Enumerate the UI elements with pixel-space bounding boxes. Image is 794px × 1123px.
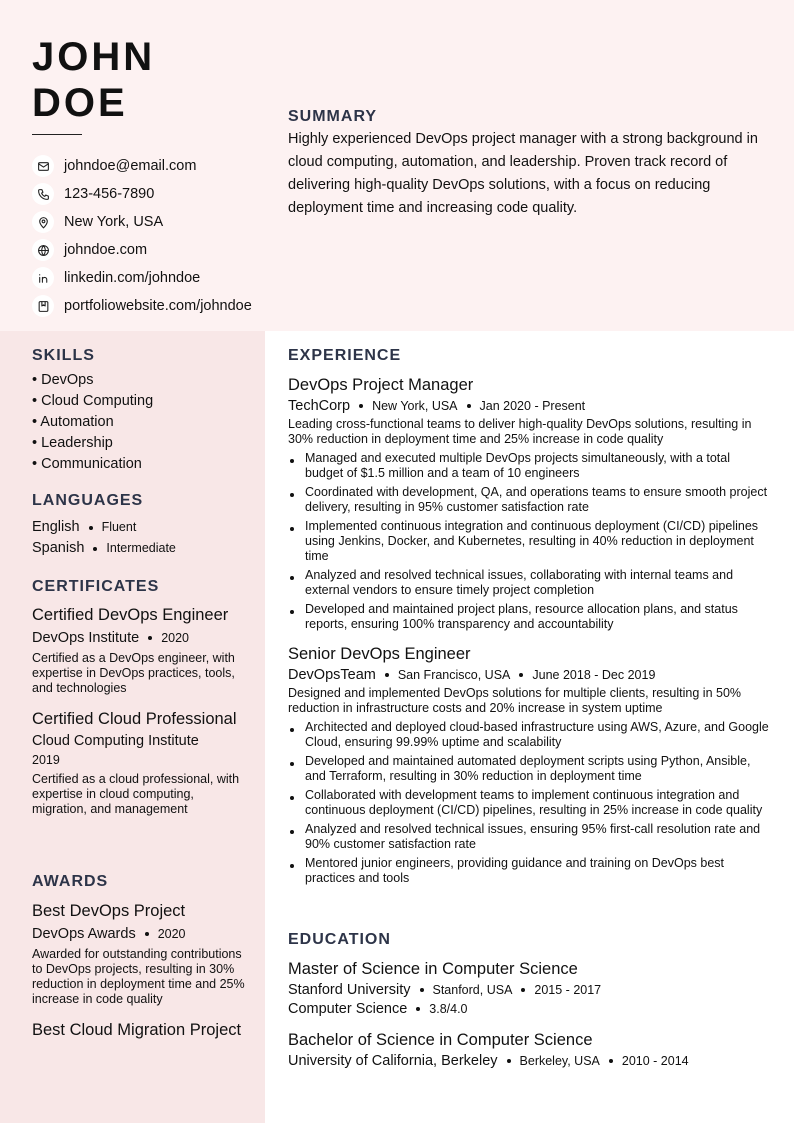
award-meta [32, 924, 247, 944]
separator-dot [148, 636, 152, 640]
degree-entry [288, 1030, 770, 1069]
degree-entry [288, 959, 770, 1017]
job-company: DevOpsTeam [288, 667, 376, 683]
separator-dot [609, 1059, 613, 1063]
degree-location: Stanford, USA [432, 983, 513, 997]
skill-item: • Automation [32, 414, 114, 430]
summary-section [288, 108, 770, 220]
experience-section [288, 347, 770, 890]
award-issuer: DevOps Awards [32, 926, 136, 942]
contact-list [32, 152, 252, 320]
contact-email-text[interactable]: johndoe@email.com [64, 158, 197, 174]
contact-phone[interactable] [32, 180, 252, 208]
separator-dot [145, 932, 149, 936]
language-item [32, 538, 247, 559]
award-year: 2020 [157, 927, 186, 941]
certificate-issuer [32, 731, 247, 751]
degree-dates: 2015 - 2017 [534, 983, 602, 997]
language-level: Fluent [101, 520, 137, 534]
degree-school: University of California, Berkeley [288, 1053, 498, 1069]
language-item [32, 517, 247, 538]
awards-heading: AWARDS [32, 873, 109, 890]
skills-section [32, 347, 247, 475]
separator-dot [89, 526, 93, 530]
summary-heading: SUMMARY [288, 108, 378, 125]
job-bullet: Managed and executed multiple DevOps projects simultaneously, with a total budget of $1.5 million and a team of 10 engineers [288, 451, 770, 481]
award-title: Best DevOps Project [32, 902, 186, 920]
education-heading: EDUCATION [288, 931, 391, 948]
language-level: Intermediate [106, 541, 176, 555]
skill-item: • DevOps [32, 372, 94, 388]
job-bullet: Analyzed and resolved technical issues, ensuring 95% first-call resolution rate and 90% customer satisfaction rate [288, 822, 770, 852]
degree-title: Bachelor of Science in Computer Science [288, 1031, 593, 1049]
degree-field-meta [288, 1001, 770, 1017]
separator-dot [385, 673, 389, 677]
degree-location: Berkeley, USA [519, 1054, 600, 1068]
degree-gpa: 3.8/4.0 [429, 1002, 468, 1016]
language-name: Spanish [32, 540, 85, 556]
degree-meta [288, 982, 770, 998]
certificate-title: Certified DevOps Engineer [32, 606, 229, 624]
job-bullet: Analyzed and resolved technical issues, collaborating with internal teams and external vendors to ensure timely project completion [288, 568, 770, 598]
contact-linkedin-text[interactable]: linkedin.com/johndoe [64, 270, 201, 286]
language-name: English [32, 519, 80, 535]
degree-school: Stanford University [288, 982, 411, 998]
job-location: New York, USA [372, 399, 458, 413]
certificates-heading: CERTIFICATES [32, 578, 160, 595]
linkedin-icon [32, 267, 54, 289]
contact-website-text[interactable]: johndoe.com [64, 242, 148, 258]
contact-portfolio[interactable] [32, 292, 252, 320]
phone-icon [32, 183, 54, 205]
job-company: TechCorp [288, 398, 351, 414]
job-bullets [288, 720, 770, 886]
separator-dot [519, 673, 523, 677]
job-description: Leading cross-functional teams to deliver high-quality DevOps solutions, resulting in 30% reduction in deployment time and 25% increase in code quality [288, 417, 752, 446]
award-title: Best Cloud Migration Project [32, 1021, 242, 1039]
certificate-year: 2019 [32, 753, 60, 767]
candidate-name [32, 34, 155, 126]
contact-linkedin[interactable] [32, 264, 252, 292]
job-bullet: Architected and deployed cloud-based infrastructure using AWS, Azure, and Google Cloud, ensuring 99.99% uptime and scalability [288, 720, 770, 750]
contact-email[interactable] [32, 152, 252, 180]
job-bullet: Coordinated with development, QA, and operations teams to ensure smooth project delivery, resulting in 95% customer satisfaction rate [288, 485, 770, 515]
mail-icon [32, 155, 54, 177]
name-first: JOHN [32, 35, 156, 79]
job-dates: Jan 2020 - Present [479, 399, 586, 413]
degree-meta [288, 1053, 770, 1069]
job-dates: June 2018 - Dec 2019 [532, 668, 656, 682]
job-bullet: Developed and maintained project plans, resource allocation plans, and status reports, ensuring 100% transparency and accountability [288, 602, 770, 632]
education-section [288, 931, 770, 1069]
award-item [32, 1020, 247, 1040]
certificate-issuer: DevOps Institute [32, 630, 140, 646]
job-entry [288, 375, 770, 632]
skill-item: • Cloud Computing [32, 393, 154, 409]
globe-icon [32, 239, 54, 261]
certificate-description: Certified as a cloud professional, with expertise in cloud computing, migration, and management [32, 772, 240, 816]
contact-location-text: New York, USA [64, 214, 164, 230]
certificate-year: 2020 [161, 631, 189, 645]
skills-heading: SKILLS [32, 347, 95, 364]
languages-section [32, 492, 247, 559]
location-pin-icon [32, 211, 54, 233]
separator-dot [507, 1059, 511, 1063]
separator-dot [467, 404, 471, 408]
skill-item: • Communication [32, 456, 142, 472]
languages-heading: LANGUAGES [32, 492, 144, 509]
job-title: DevOps Project Manager [288, 376, 474, 394]
job-bullet: Collaborated with development teams to implement continuous integration and continuous deployment (CI/CD) pipelines, resulting in 25% increase in code quality [288, 788, 770, 818]
job-bullet: Developed and maintained automated deployment scripts using Python, Ansible, and Terraform, resulting in 30% reduction in deployment time [288, 754, 770, 784]
degree-field: Computer Science [288, 1001, 408, 1017]
job-bullets [288, 451, 770, 632]
job-bullet: Implemented continuous integration and continuous deployment (CI/CD) pipelines using Jenkins, Docker, and Kubernetes, resulting in 40% reduction in deployment time [288, 519, 770, 564]
name-last: DOE [32, 81, 128, 125]
experience-heading: EXPERIENCE [288, 347, 402, 364]
contact-website[interactable] [32, 236, 252, 264]
job-meta [288, 667, 770, 683]
separator-dot [93, 547, 97, 551]
job-bullet: Mentored junior engineers, providing guidance and training on DevOps best practices and tools [288, 856, 770, 886]
certificate-description: Certified as a DevOps engineer, with expertise in DevOps practices, tools, and technologies [32, 651, 235, 695]
degree-title: Master of Science in Computer Science [288, 960, 578, 978]
summary-text: Highly experienced DevOps project manager with a strong background in cloud computing, automation, and leadership. Proven track record of delivering high-quality DevOps solutions, with a focus on reducing deployment time and increasing code quality. [288, 131, 758, 216]
awards-section [32, 873, 247, 1040]
job-meta [288, 398, 770, 414]
job-location: San Francisco, USA [397, 668, 511, 682]
separator-dot [416, 1007, 420, 1011]
certificate-item [32, 709, 247, 817]
contact-location [32, 208, 252, 236]
separator-dot [420, 988, 424, 992]
job-title: Senior DevOps Engineer [288, 645, 471, 663]
degree-dates: 2010 - 2014 [621, 1054, 689, 1068]
skill-item: • Leadership [32, 435, 113, 451]
certificate-meta [32, 628, 247, 648]
certificate-item [32, 605, 247, 696]
certificates-section [32, 578, 247, 817]
certificate-title: Certified Cloud Professional [32, 710, 237, 728]
separator-dot [359, 404, 363, 408]
separator-dot [521, 988, 525, 992]
contact-phone-text[interactable]: 123-456-7890 [64, 186, 155, 202]
award-item [32, 901, 247, 1007]
name-divider [32, 134, 82, 135]
portfolio-icon [32, 295, 54, 317]
contact-portfolio-text[interactable]: portfoliowebsite.com/johndoe [64, 298, 252, 314]
job-entry [288, 644, 770, 886]
award-description: Awarded for outstanding contributions to DevOps projects, resulting in 30% reduction in deployment time and 25% increase in code quality [32, 947, 245, 1006]
certificate-issuer-text: Cloud Computing Institute [32, 733, 199, 749]
job-description: Designed and implemented DevOps solutions for multiple clients, resulting in 50% reduction in infrastructure costs and 20% increase in system uptime [288, 686, 742, 715]
